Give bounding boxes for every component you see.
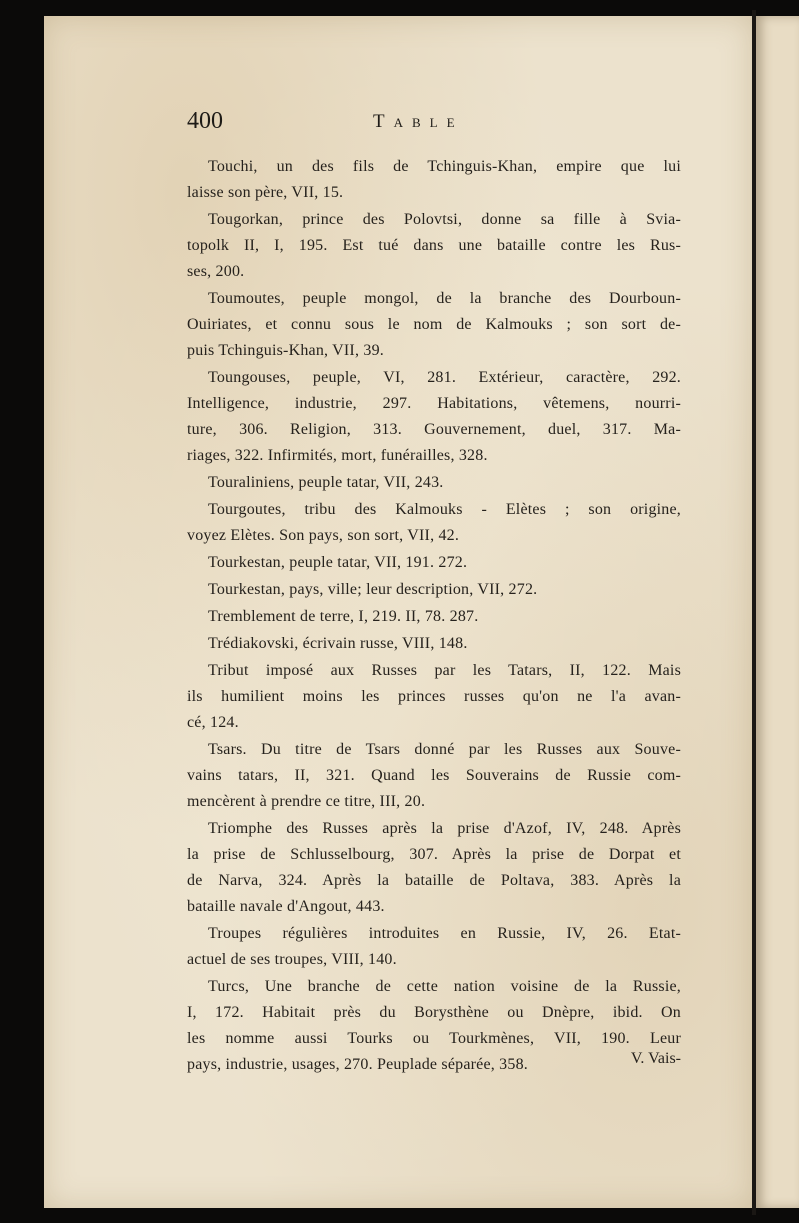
running-title: Table — [373, 111, 464, 132]
entry-line: Turcs, Une branche de cette nation voisine de la Russie, — [208, 978, 681, 995]
entry-line: Touchi, un des fils de Tchinguis-Khan, empire que lui — [208, 158, 681, 175]
entry-line: Tourkestan, pays, ville; leur description, VII, 272. — [208, 581, 538, 598]
entry-line: Toumoutes, peuple mongol, de la branche des Dourboun- — [208, 290, 681, 307]
entry-line: Intelligence, industrie, 297. Habitations, vêtemens, nourri- — [187, 395, 681, 412]
index-entries — [187, 154, 681, 1079]
entry-line: Toungouses, peuple, VI, 281. Extérieur, caractère, 292. — [208, 369, 681, 386]
page-number: 400 — [187, 108, 223, 134]
index-entry — [187, 550, 681, 576]
index-entry — [187, 816, 681, 920]
entry-line: ture, 306. Religion, 313. Gouvernement, duel, 317. Ma- — [187, 421, 681, 438]
entry-line: Troupes régulières introduites en Russie, IV, 26. Etat- — [208, 925, 681, 942]
entry-line: Tremblement de terre, I, 219. II, 78. 287. — [208, 608, 479, 625]
entry-line: I, 172. Habitait près du Borysthène ou Dnèpre, ibid. On — [187, 1004, 681, 1021]
entry-line: cé, 124. — [187, 714, 239, 731]
entry-line: Triomphe des Russes après la prise d'Azof, IV, 248. Après — [208, 820, 681, 837]
index-entry — [187, 207, 681, 285]
entry-line: bataille navale d'Angout, 443. — [187, 898, 385, 915]
entry-line: ils humilient moins les princes russes qu'on ne l'a avan- — [187, 688, 681, 705]
index-entry — [187, 577, 681, 603]
entry-line: puis Tchinguis-Khan, VII, 39. — [187, 342, 384, 359]
entry-line: les nomme aussi Tourks ou Tourkmènes, VII, 190. Leur — [187, 1030, 681, 1047]
entry-line: mencèrent à prendre ce titre, III, 20. — [187, 793, 426, 810]
entry-line: Ouiriates, et connu sous le nom de Kalmouks ; son sort de- — [187, 316, 681, 333]
entry-line: pays, industrie, usages, 270. Peuplade séparée, 358. — [187, 1056, 528, 1073]
index-entry — [187, 154, 681, 206]
entry-line: Trédiakovski, écrivain russe, VIII, 148. — [208, 635, 468, 652]
entry-line: la prise de Schlusselbourg, 307. Après la prise de Dorpat et — [187, 846, 681, 863]
index-entry — [187, 365, 681, 469]
entry-line: de Narva, 324. Après la bataille de Poltava, 383. Après la — [187, 872, 681, 889]
entry-line: Tourkestan, peuple tatar, VII, 191. 272. — [208, 554, 468, 571]
index-entry — [187, 658, 681, 736]
entry-line: Touraliniens, peuple tatar, VII, 243. — [208, 474, 444, 491]
entry-line: Tougorkan, prince des Polovtsi, donne sa fille à Svia- — [208, 211, 681, 228]
entry-line: laisse son père, VII, 15. — [187, 184, 344, 201]
running-header — [187, 108, 687, 140]
index-entry — [187, 921, 681, 973]
index-entry — [187, 737, 681, 815]
entry-line: actuel de ses troupes, VIII, 140. — [187, 951, 397, 968]
entry-line: riages, 322. Infirmités, mort, funérailles, 328. — [187, 447, 488, 464]
entry-line: voyez Elètes. Son pays, son sort, VII, 42. — [187, 527, 460, 544]
index-entry — [187, 497, 681, 549]
index-entry — [187, 974, 681, 1078]
entry-line: ses, 200. — [187, 263, 245, 280]
index-entry — [187, 631, 681, 657]
index-entry — [187, 604, 681, 630]
facing-page-edge — [756, 16, 799, 1208]
entry-line: vains tatars, II, 321. Quand les Souverains de Russie com- — [187, 767, 681, 784]
entry-line: Tribut imposé aux Russes par les Tatars, II, 122. Mais — [208, 662, 681, 679]
index-entry — [187, 470, 681, 496]
entry-line: Tsars. Du titre de Tsars donné par les Russes aux Souve- — [208, 741, 681, 758]
index-entry — [187, 286, 681, 364]
catchword: V. Vais- — [630, 1050, 681, 1067]
entry-line: topolk II, I, 195. Est tué dans une bataille contre les Rus- — [187, 237, 681, 254]
entry-line: Tourgoutes, tribu des Kalmouks - Elètes ; son origine, — [208, 501, 681, 518]
